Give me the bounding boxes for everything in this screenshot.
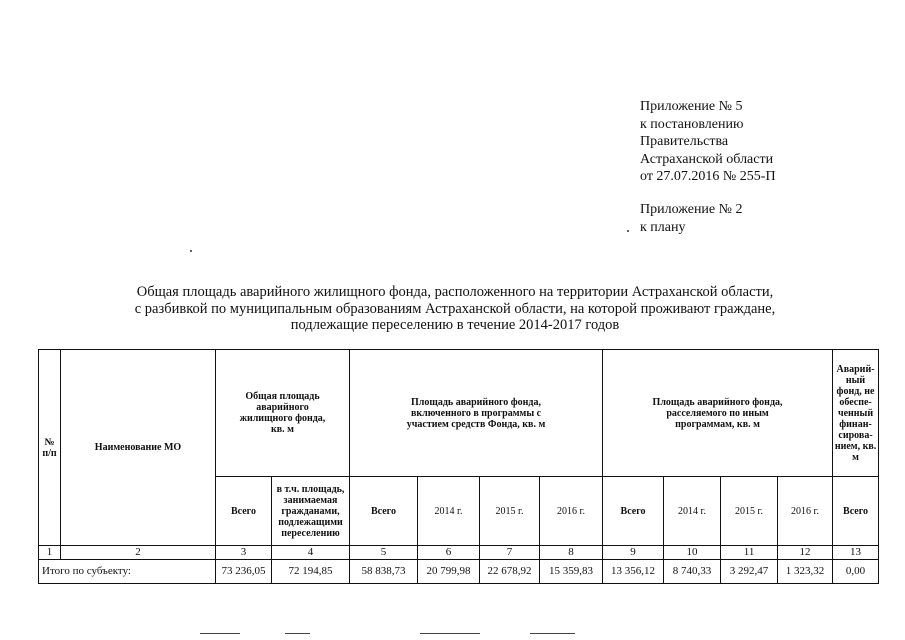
header-other-all: Всего (603, 477, 664, 546)
total-value: 72 194,85 (272, 560, 350, 584)
header-group-other-programs: Площадь аварийного фонда, расселяемого по иным программам, кв. м (603, 350, 833, 477)
column-number: 7 (480, 546, 540, 560)
scan-speck (190, 250, 192, 252)
header-other-2015: 2015 г. (721, 477, 778, 546)
title-line: с разбивкой по муниципальным образованиям Астраханской области, на которой проживают граждане, (134, 300, 776, 317)
appendix-line: Приложение № 2 (640, 202, 743, 217)
total-value: 0,00 (833, 560, 879, 584)
scan-bottom-marks (200, 633, 620, 635)
header-total-all: Всего (216, 477, 272, 546)
column-number: 2 (61, 546, 216, 560)
header-fund-2015: 2015 г. (480, 477, 540, 546)
header-fund-2014: 2014 г. (418, 477, 480, 546)
column-number: 9 (603, 546, 664, 560)
column-number: 5 (350, 546, 418, 560)
header-other-2016: 2016 г. (778, 477, 833, 546)
column-number: 13 (833, 546, 879, 560)
appendix-line: к постановлению (640, 116, 744, 132)
emergency-housing-table (38, 349, 879, 584)
column-number: 3 (216, 546, 272, 560)
total-value: 13 356,12 (603, 560, 664, 584)
total-row (39, 560, 879, 584)
total-label: Итого по субъекту: (39, 560, 216, 584)
total-value: 3 292,47 (721, 560, 778, 584)
total-value: 1 323,32 (778, 560, 833, 584)
total-value: 15 359,83 (540, 560, 603, 584)
appendix-line: Приложение № 5 (640, 99, 743, 114)
column-number: 11 (721, 546, 778, 560)
title-line: подлежащие переселению в течение 2014-2017 годов (290, 317, 620, 333)
total-value: 22 678,92 (480, 560, 540, 584)
header-group-fund-programs: Площадь аварийного фонда, включенного в программы с участием средств Фонда, кв. м (350, 350, 603, 477)
header-fund-all: Всего (350, 477, 418, 546)
header-total-occupied: в т.ч. площадь, занимаемая гражданами, подлежащими переселению (272, 477, 350, 546)
appendix-reference-block (640, 98, 776, 186)
total-value: 20 799,98 (418, 560, 480, 584)
header-group-unfunded: Аварий- ный фонд, не обеспе- ченный финан- сирова- нием, кв. м (833, 350, 879, 477)
header-group-total-area: Общая площадь аварийного жилищного фонда, кв. м (216, 350, 350, 477)
header-other-2014: 2014 г. (664, 477, 721, 546)
document-title (60, 284, 850, 334)
scan-speck (627, 230, 629, 232)
appendix-line: к плану (640, 219, 686, 235)
header-unfunded-all: Всего (833, 477, 879, 546)
column-number: 6 (418, 546, 480, 560)
appendix-line: Правительства (640, 134, 729, 149)
column-number: 1 (39, 546, 61, 560)
column-number: 12 (778, 546, 833, 560)
column-number-row (39, 546, 879, 560)
header-mo-name: Наименование МО (61, 350, 216, 546)
column-number: 10 (664, 546, 721, 560)
header-num: № п/п (39, 350, 61, 546)
total-value: 73 236,05 (216, 560, 272, 584)
appendix-line: от 27.07.2016 № 255-П (640, 169, 776, 184)
column-number: 8 (540, 546, 603, 560)
header-row-groups (39, 350, 879, 477)
total-value: 58 838,73 (350, 560, 418, 584)
header-fund-2016: 2016 г. (540, 477, 603, 546)
appendix-line: Астраханской области (640, 151, 774, 167)
column-number: 4 (272, 546, 350, 560)
total-value: 8 740,33 (664, 560, 721, 584)
title-line: Общая площадь аварийного жилищного фонда, расположенного на территории Астраханской области, (136, 284, 774, 300)
plan-appendix-block (640, 201, 743, 236)
